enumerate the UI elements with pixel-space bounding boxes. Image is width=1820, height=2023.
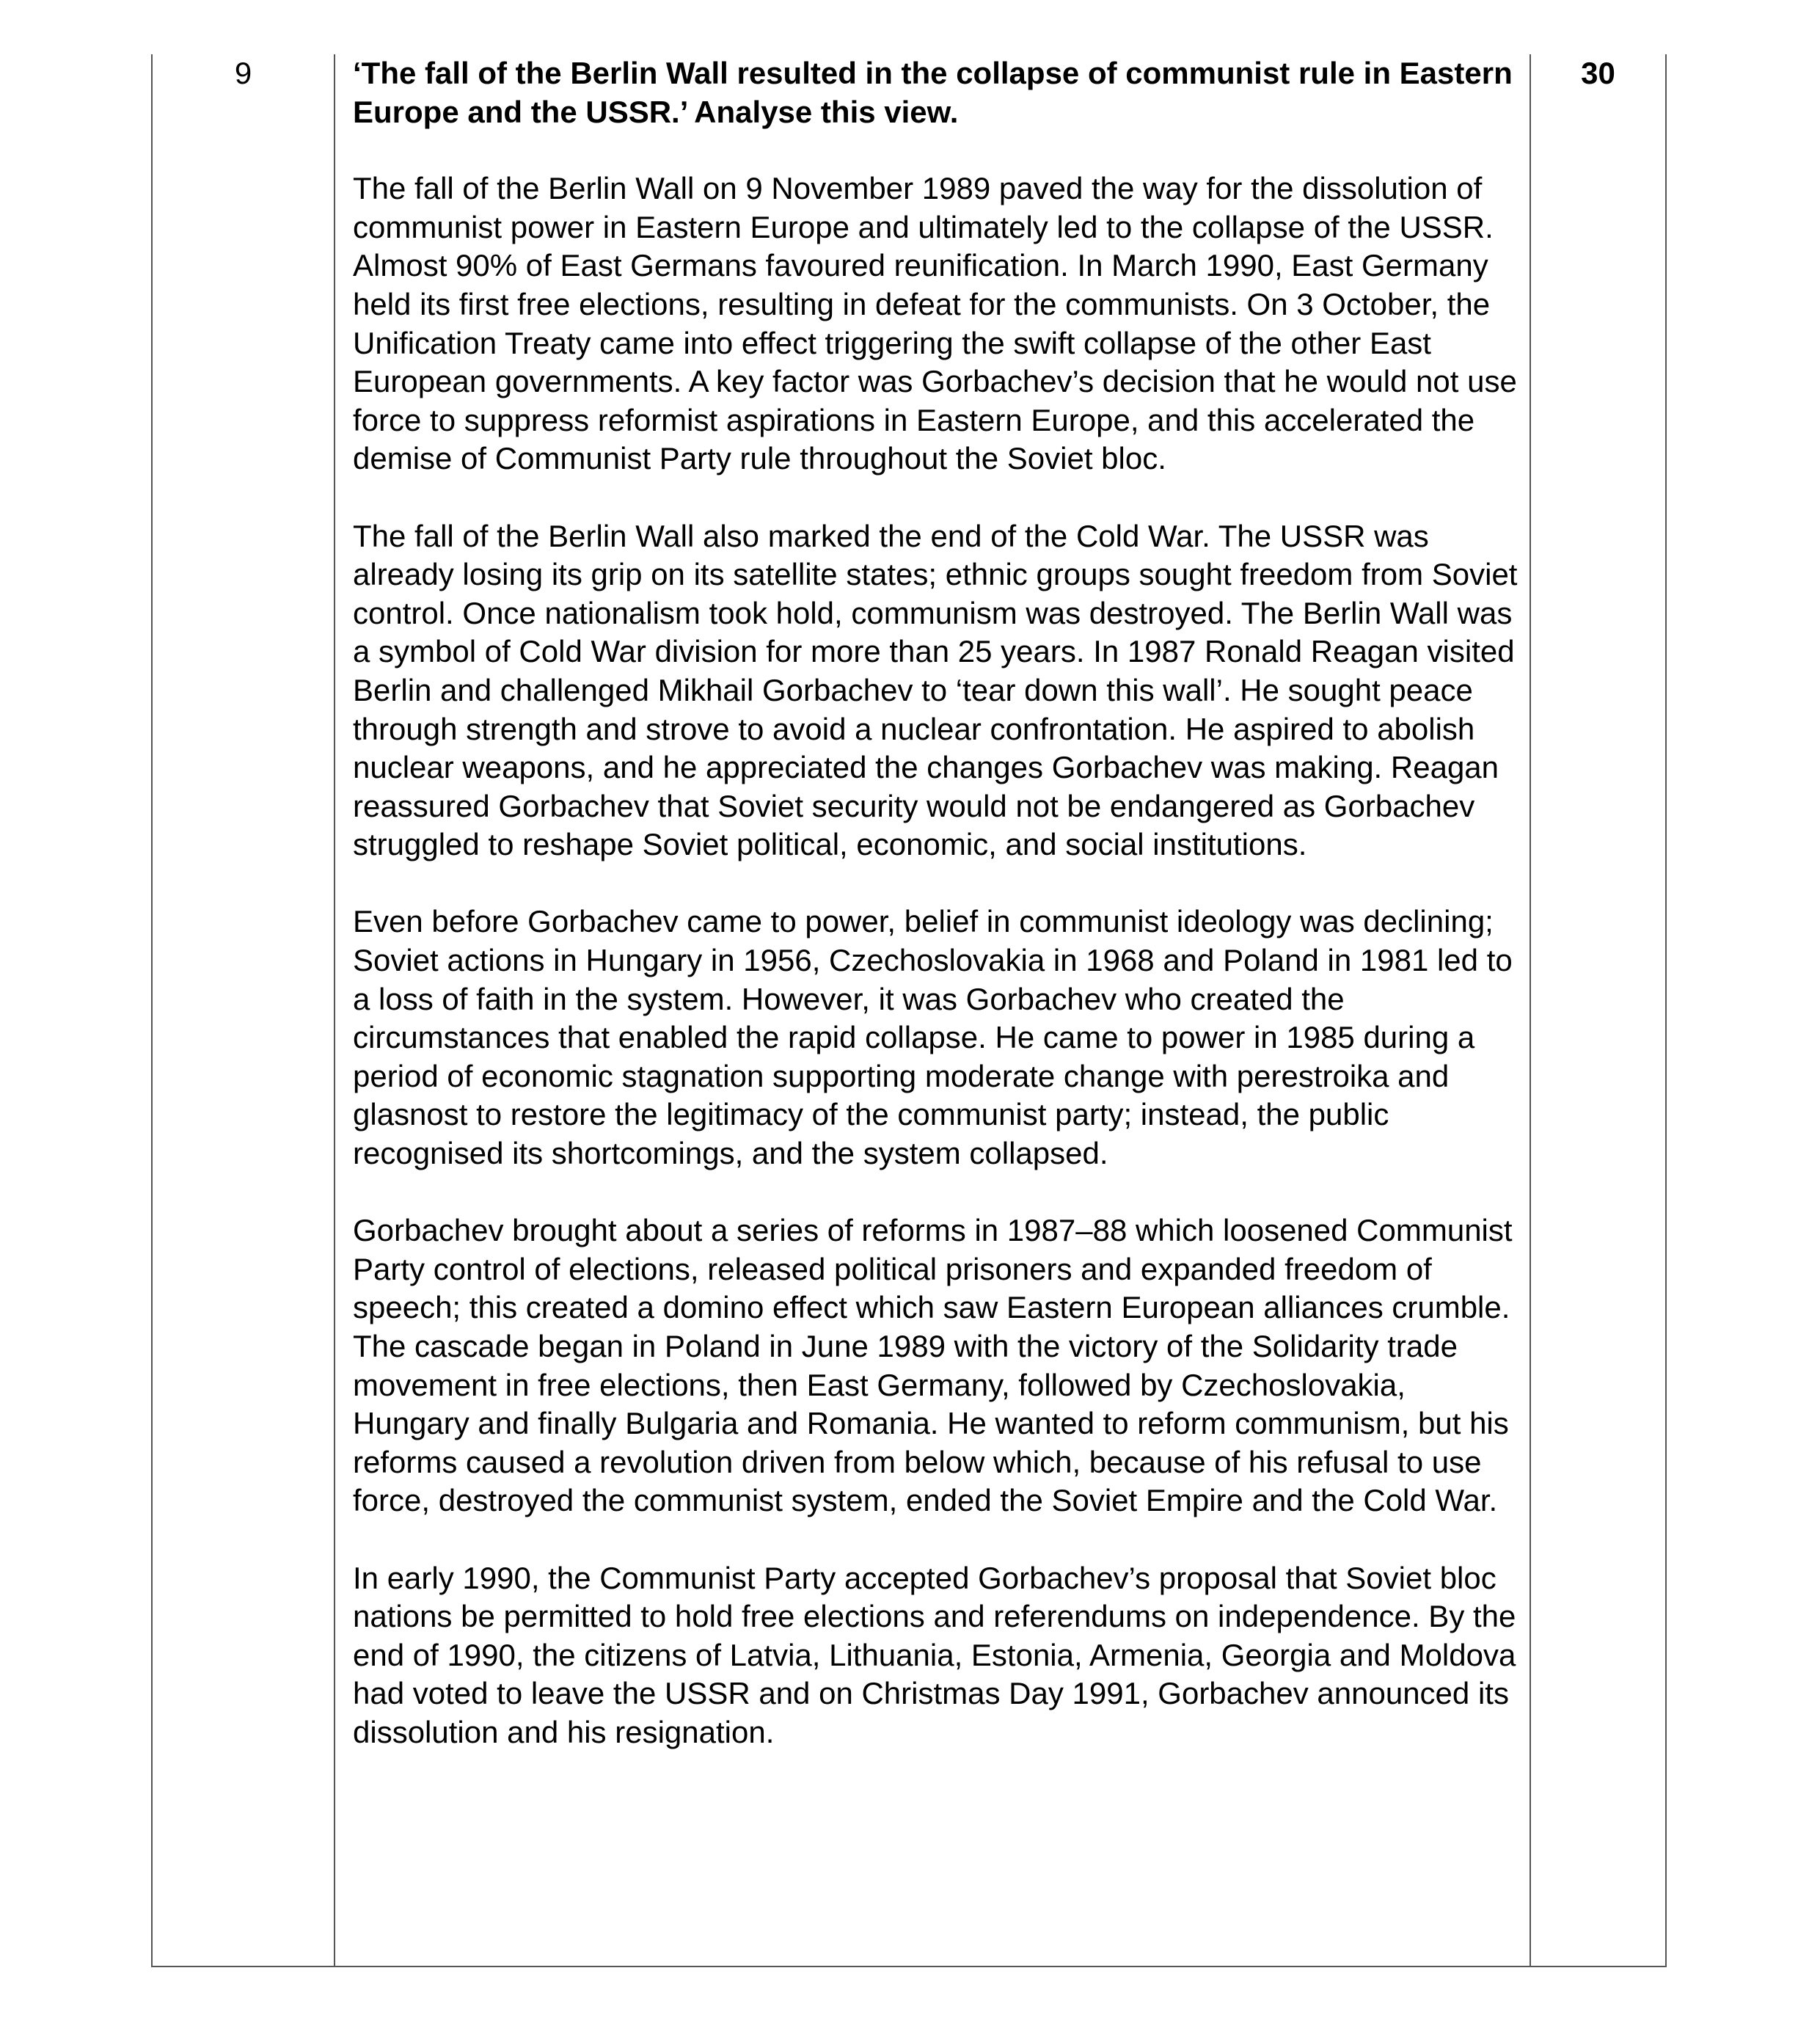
question-number: 9 [234, 56, 252, 90]
marks-value: 30 [1581, 56, 1615, 90]
answer-content [353, 54, 1519, 1752]
mark-scheme-table [151, 54, 1667, 1967]
question-text: ‘The fall of the Berlin Wall resulted in the collapse of communist rule in Eastern Europe and the USSR.’ Analyse this view. [353, 56, 1513, 129]
column-divider [334, 54, 335, 1966]
answer-paragraph: Even before Gorbachev came to power, belief in communist ideology was declining; Soviet actions in Hungary in 1956, Czechoslovakia in 1968 and Poland in 1981 led to a loss of faith in the system. However, it was Gorbachev who created the circumstances that enabled the rapid collapse. He came to power in 1985 during a period of economic stagnation supporting moderate change with perestroika and glasnost to restore the legitimacy of the communist party; instead, the public recognised its shortcomings, and the system collapsed. [353, 904, 1513, 1171]
answer-paragraph: The fall of the Berlin Wall also marked the end of the Cold War. The USSR was already losing its grip on its satellite states; ethnic groups sought freedom from Soviet control. Once nationalism took hold, communism was destroyed. The Berlin Wall was a symbol of Cold War division for more than 25 years. In 1987 Ronald Reagan visited Berlin and challenged Mikhail Gorbachev to ‘tear down this wall’. He sought peace through strength and strove to avoid a nuclear confrontation. He aspired to abolish nuclear weapons, and he appreciated the changes Gorbachev was making. Reagan reassured Gorbachev that Soviet security would not be endangered as Gorbachev struggled to reshape Soviet political, economic, and social institutions. [353, 518, 1518, 862]
answer-paragraph: Gorbachev brought about a series of reforms in 1987–88 which loosened Communist Party control of elections, released political prisoners and expanded freedom of speech; this created a domino effect which saw Eastern European alliances crumble. The cascade began in Poland in June 1989 with the victory of the Solidarity trade movement in free elections, then East Germany, followed by Czechoslovakia, Hungary and finally Bulgaria and Romania. He wanted to reform communism, but his reforms caused a revolution driven from below which, because of his refusal to use force, destroyed the communist system, ended the Soviet Empire and the Cold War. [353, 1213, 1513, 1518]
answer-paragraph: The fall of the Berlin Wall on 9 November 1989 paved the way for the dissolution of communist power in Eastern Europe and ultimately led to the collapse of the USSR. Almost 90% of East Germans favoured reunification. In March 1990, East Germany held its first free elections, resulting in defeat for the communists. On 3 October, the Unification Treaty came into effect triggering the swift collapse of the other East European governments. A key factor was Gorbachev’s decision that he would not use force to suppress reformist aspirations in Eastern Europe, and this accelerated the demise of Communist Party rule throughout the Soviet bloc. [353, 171, 1517, 476]
answer-paragraph: In early 1990, the Communist Party accepted Gorbachev’s proposal that Soviet bloc nations be permitted to hold free elections and referendums on independence. By the end of 1990, the citizens of Latvia, Lithuania, Estonia, Armenia, Georgia and Moldova had voted to leave the USSR and on Christmas Day 1991, Gorbachev announced its dissolution and his resignation. [353, 1560, 1516, 1749]
column-divider [1530, 54, 1531, 1966]
